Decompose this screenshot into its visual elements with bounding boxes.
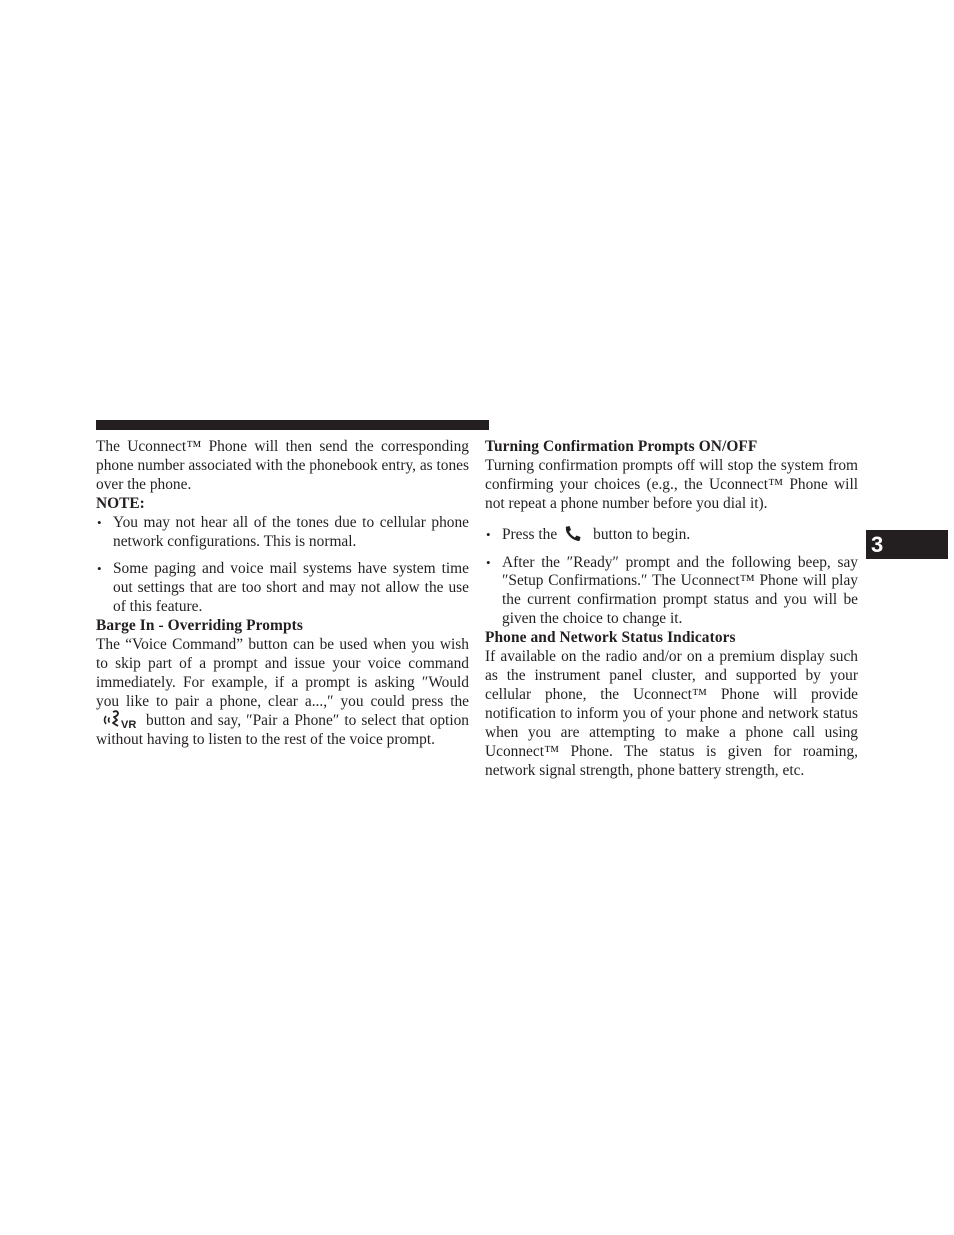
barge-in-text-end: button and say, ″Pair a Phone″ to select that option without having to listen to the rest of the voice prompt.: [96, 711, 469, 748]
intro-paragraph: The Uconnect™ Phone will then send the corresponding phone number associated with the phonebook entry, as tones over the phone.: [96, 438, 469, 493]
status-paragraph: If available on the radio and/or on a premium display such as the instrument panel cluster, and supported by your cellular phone, the Uconnect™ Phone will provide notification to inform you of your phone and network status when you are attempting to make a phone call using Uconnect™ Phone. The status is given for roaming, network signal strength, phone battery strength, etc.: [485, 648, 858, 779]
left-column: [96, 438, 469, 750]
chapter-tab: 3: [866, 530, 948, 559]
note-item-tones: • You may not hear all of the tones due to cellular phone network configurations. This is normal.: [96, 514, 469, 552]
step-press-text-start: Press the: [502, 525, 558, 543]
step-press-text-end: button to begin.: [593, 525, 691, 543]
note-item-paging: • Some paging and voice mail systems have system time out settings that are too short and may not allow the use of this feature.: [96, 560, 469, 617]
confirmation-steps: [485, 526, 858, 630]
svg-text:VR: VR: [121, 719, 137, 731]
note-label: NOTE:: [96, 494, 145, 512]
confirmation-heading: Turning Confirmation Prompts ON/OFF: [485, 438, 758, 455]
step-setup-confirmations: • After the ″Ready″ prompt and the following beep, say ″Setup Confirmations.″ The Uconnect™ Phone will play the current confirmation prompt status and you will be given the choice to change it.: [485, 554, 858, 630]
section-top-rule: [96, 420, 489, 430]
barge-in-heading: Barge In - Overriding Prompts: [96, 617, 303, 635]
phone-handset-icon: [563, 525, 585, 543]
status-heading: Phone and Network Status Indicators: [485, 629, 736, 647]
voice-command-vr-icon: [102, 708, 140, 730]
right-column: [485, 438, 858, 780]
step-press-phone: [485, 526, 858, 545]
barge-in-text-start: The “Voice Command” button can be used when you wish to skip part of a prompt and issue your voice command immediately. For example, if a prompt is asking ″Would you like to pair a phone, clear a...,″ you could press the: [96, 636, 469, 710]
confirmation-paragraph: Turning confirmation prompts off will stop the system from confirming your choices (e.g., the Uconnect™ Phone will not repeat a phone number before you dial it).: [485, 456, 858, 512]
barge-in-paragraph: [96, 636, 469, 749]
note-list: [96, 514, 469, 618]
